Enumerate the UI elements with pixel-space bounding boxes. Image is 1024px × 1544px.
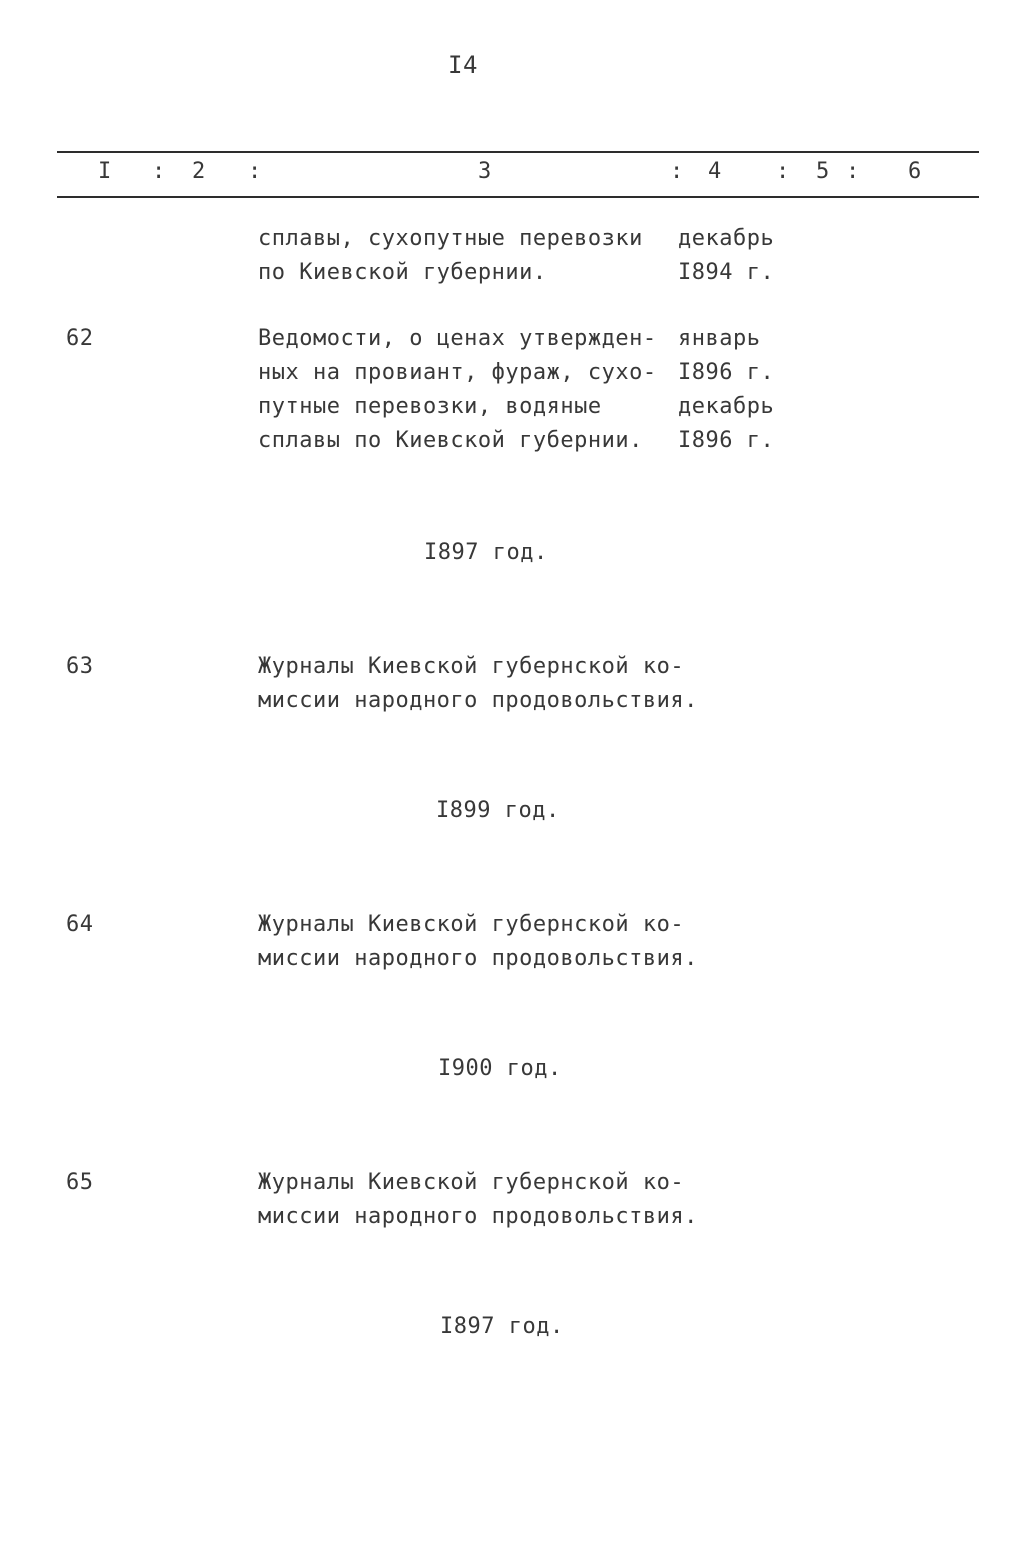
page-number: I4: [448, 51, 478, 79]
entry-date-line: декабрь: [678, 394, 775, 419]
entry-date-line: I894 г.: [678, 260, 775, 285]
header-separator: :: [846, 159, 860, 184]
year-heading: I897 год.: [424, 540, 548, 565]
entry-date-line: I896 г.: [678, 360, 775, 385]
entry-description-line: Журналы Киевской губернской ко-: [258, 912, 685, 937]
entry-description-line: по Киевской губернии.: [258, 260, 547, 285]
entry-number: 63: [66, 654, 94, 679]
entry-description-line: миссии народного продовольствия.: [258, 1204, 698, 1229]
entry-description-line: Ведомости, о ценах утвержден-: [258, 326, 657, 351]
header-col-1: I: [98, 159, 112, 184]
header-bottom-rule: [57, 196, 979, 198]
header-separator: :: [670, 159, 684, 184]
entry-number: 64: [66, 912, 94, 937]
entry-date-line: декабрь: [678, 226, 775, 251]
entry-description-line: ных на провиант, фураж, сухо-: [258, 360, 657, 385]
entry-description-line: путные перевозки, водяные: [258, 394, 602, 419]
entry-description-line: сплавы, сухопутные перевозки: [258, 226, 643, 251]
year-heading: I899 год.: [436, 798, 560, 823]
header-col-6: 6: [908, 159, 922, 184]
entry-description-line: сплавы по Киевской губернии.: [258, 428, 643, 453]
entry-number: 62: [66, 326, 94, 351]
header-col-5: 5: [816, 159, 830, 184]
header-separator: :: [248, 159, 262, 184]
header-col-2: 2: [192, 159, 206, 184]
entry-date-line: I896 г.: [678, 428, 775, 453]
header-col-4: 4: [708, 159, 722, 184]
year-heading: I900 год.: [438, 1056, 562, 1081]
entry-description-line: Журналы Киевской губернской ко-: [258, 1170, 685, 1195]
entry-date-line: январь: [678, 326, 761, 351]
header-col-3: 3: [478, 159, 492, 184]
entry-description-line: миссии народного продовольствия.: [258, 688, 698, 713]
year-heading: I897 год.: [440, 1314, 564, 1339]
header-top-rule: [57, 151, 979, 153]
entry-description-line: Журналы Киевской губернской ко-: [258, 654, 685, 679]
entry-number: 65: [66, 1170, 94, 1195]
entry-description-line: миссии народного продовольствия.: [258, 946, 698, 971]
header-separator: :: [152, 159, 166, 184]
header-separator: :: [776, 159, 790, 184]
